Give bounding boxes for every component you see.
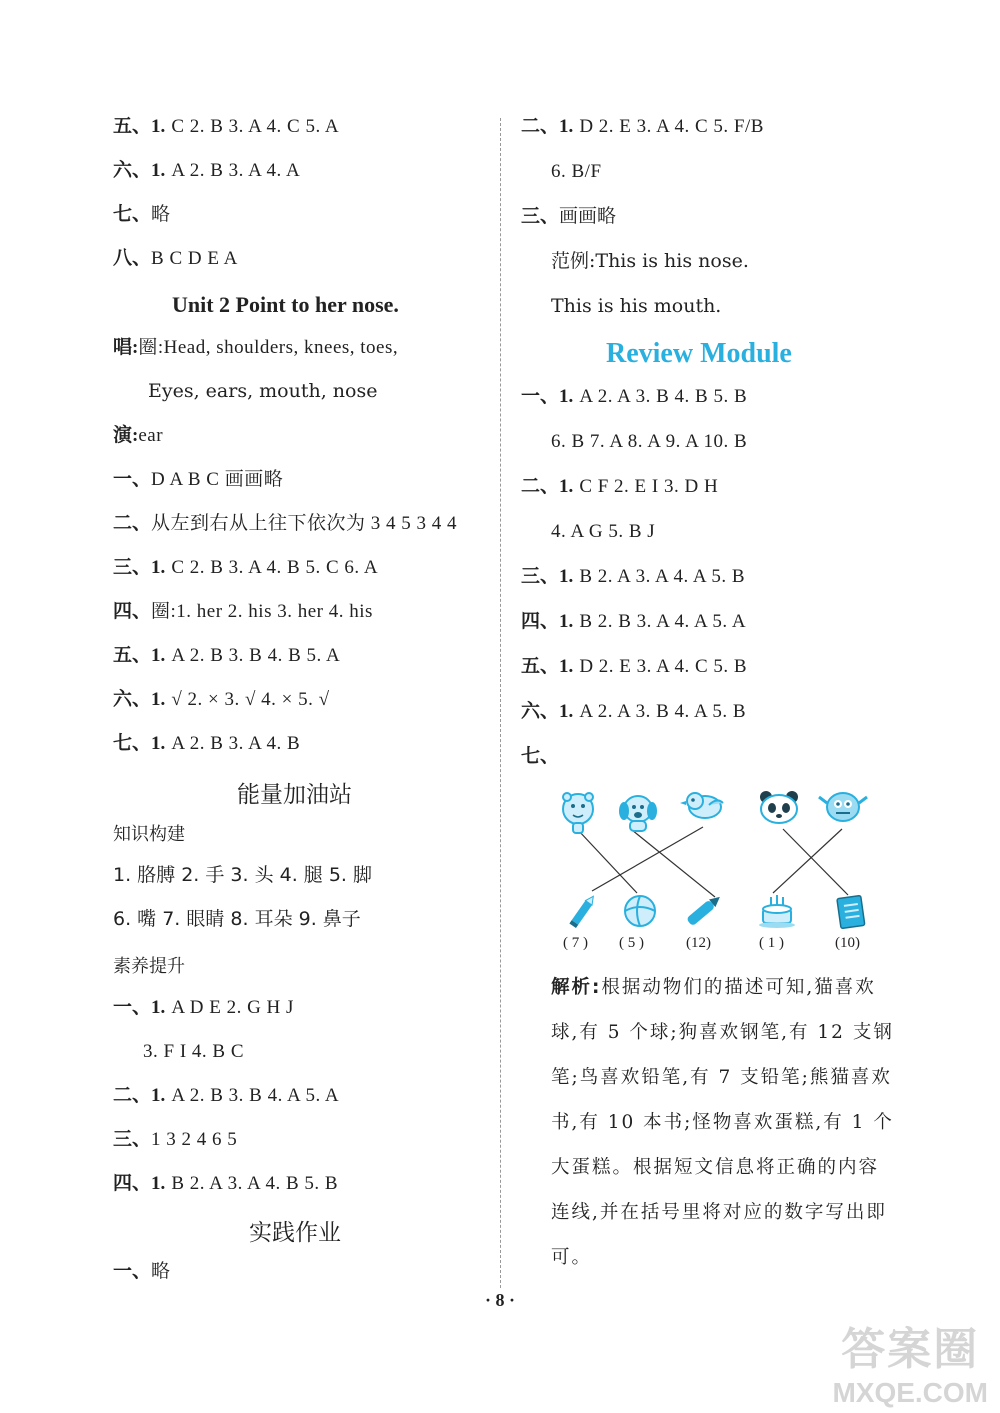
sing-line-2: Eyes, ears, mouth, nose: [148, 380, 378, 402]
pen-icon: [686, 893, 723, 926]
panda-icon: [760, 791, 798, 823]
answer-line: 六、1. √ 2. × 3. √ 4. × 5. √: [113, 689, 330, 710]
answer-line: 一、D A B C 画画略: [113, 469, 284, 490]
answer-line: 六、1. A 2. B 3. A 4. A: [113, 160, 301, 181]
connector-lines: [578, 827, 848, 897]
unit-title: Unit 2 Point to her nose.: [172, 292, 399, 317]
answer-line: 6. B 7. A 8. A 9. A 10. B: [551, 431, 748, 452]
dog-icon: [619, 796, 657, 831]
tiger-icon: [563, 793, 593, 833]
answer-line: 四、圈:1. her 2. his 3. her 4. his: [113, 601, 373, 622]
answer-line: 二、1. A 2. B 3. B 4. A 5. A: [113, 1085, 340, 1106]
subsection-knowledge: 知识构建: [113, 824, 185, 845]
answer-number: (12): [686, 935, 711, 951]
answer-line: 六、1. A 2. A 3. B 4. A 5. B: [521, 701, 747, 722]
section-title-practice: 实践作业: [249, 1220, 341, 1246]
answer-line: 三、1. C 2. B 3. A 4. B 5. C 6. A: [113, 557, 379, 578]
column-divider: [500, 118, 501, 1288]
watermark: [832, 1313, 988, 1409]
analysis-paragraph: 解析:根据动物们的描述可知,猫喜欢球,有 5 个球;狗喜欢钢笔,有 12 支钢笔;鸟喜欢铅笔,有 7 支铅笔;熊猫喜欢书,有 10 本书;怪物喜欢蛋糕,有 1 个大蛋糕。根据短文信息将正确的内容连线,并在括号里将对应的数字写出即可。: [551, 977, 894, 1268]
answer-number: (10): [835, 935, 860, 951]
sing-line: 唱:圈:Head, shoulders, knees, toes,: [113, 337, 399, 358]
answer-line: 二、从左到右从上往下依次为 3 4 5 3 4 4: [113, 513, 458, 534]
knowledge-line-2: 6. 嘴 7. 眼睛 8. 耳朵 9. 鼻子: [113, 908, 361, 930]
answer-line: 七、1. A 2. B 3. A 4. B: [113, 733, 301, 754]
bird-icon: [680, 793, 723, 818]
example-line: This is his mouth.: [551, 295, 722, 317]
page-number: · 8 ·: [484, 1290, 515, 1310]
cake-icon: [759, 895, 795, 928]
answer-line: 一、1. A D E 2. G H J: [113, 997, 294, 1018]
answer-line: 二、1. D 2. E 3. A 4. C 5. F/B: [521, 116, 764, 137]
answer-line: 一、略: [113, 1260, 171, 1282]
subsection-literacy: 素养提升: [113, 956, 185, 977]
answer-line: 三、1. B 2. A 3. A 4. A 5. B: [521, 566, 746, 587]
q7-label: 七、: [521, 746, 560, 767]
answer-line: 五、1. D 2. E 3. A 4. C 5. B: [521, 656, 748, 677]
answer-line: 五、1. C 2. B 3. A 4. C 5. A: [113, 116, 340, 137]
review-module-title: Review Module: [606, 338, 792, 369]
matching-figure: [555, 785, 875, 935]
answer-number: ( 5 ): [619, 935, 644, 951]
watermark-logo: 答案圈: [841, 1324, 980, 1375]
knowledge-line-1: 1. 胳膊 2. 手 3. 头 4. 腿 5. 脚: [113, 864, 372, 886]
ball-icon: [625, 896, 655, 926]
answer-line: 一、1. A 2. A 3. B 4. B 5. B: [521, 386, 748, 407]
answer-number: ( 1 ): [759, 935, 784, 951]
act-line: 演:ear: [113, 425, 164, 446]
answer-line: 4. A G 5. B J: [551, 521, 656, 542]
answer-line: 二、1. C F 2. E I 3. D H: [521, 476, 719, 497]
answer-number: ( 7 ): [563, 935, 588, 951]
section-title-energy: 能量加油站: [237, 782, 352, 808]
watermark-url: MXQE.COM: [832, 1377, 988, 1408]
pencil-icon: [569, 894, 596, 928]
monster-icon: [819, 793, 867, 821]
answer-line: 四、1. B 2. B 3. A 4. A 5. A: [521, 611, 747, 632]
book-icon: [837, 895, 865, 928]
answer-line: 三、1 3 2 4 6 5: [113, 1129, 238, 1150]
answer-line: 6. B/F: [551, 161, 602, 182]
example-line: 范例:This is his nose.: [551, 250, 749, 272]
answer-line: 七、略: [113, 203, 171, 225]
answer-line: 五、1. A 2. B 3. B 4. B 5. A: [113, 645, 341, 666]
answer-line: 八、B C D E A: [113, 248, 238, 269]
answer-line: 3. F I 4. B C: [143, 1041, 244, 1062]
answer-line: 三、画画略: [521, 205, 617, 227]
answer-line: 四、1. B 2. A 3. A 4. B 5. B: [113, 1173, 339, 1194]
